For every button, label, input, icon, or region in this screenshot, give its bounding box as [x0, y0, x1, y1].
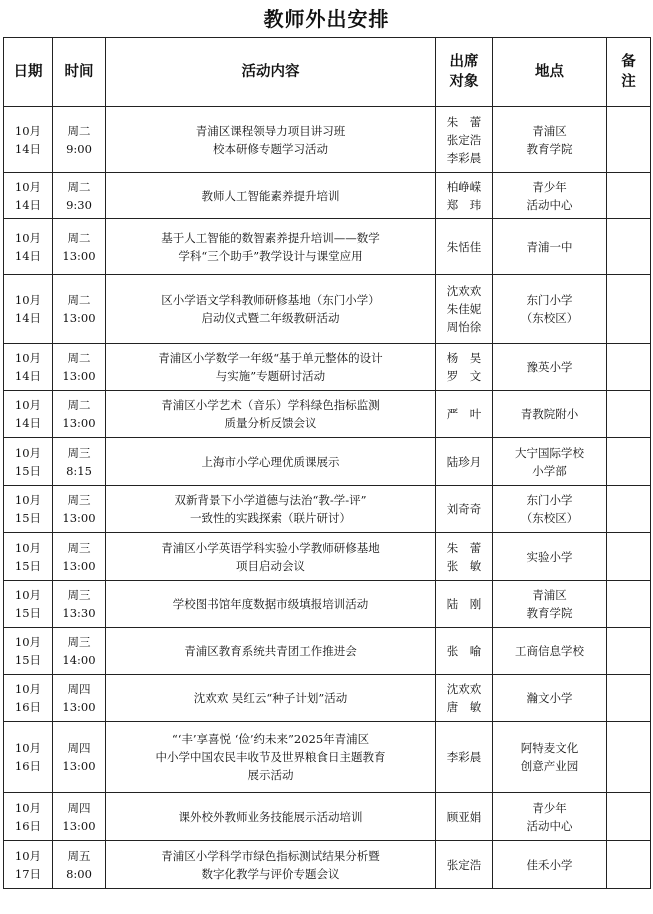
date-cell: [4, 438, 53, 486]
activity-cell-line: 基于人工智能的数智素养提升培训——数学: [161, 230, 380, 245]
header-attendees: [436, 38, 493, 107]
time-cell: [53, 438, 106, 486]
date-cell: [4, 841, 53, 889]
time-cell-line: 8:15: [66, 463, 92, 478]
date-cell: [4, 533, 53, 581]
table-row: [4, 438, 651, 486]
header-date: 日期: [4, 38, 53, 107]
date-cell-line: 16日: [14, 700, 42, 714]
time-cell-line: 周三: [67, 588, 91, 602]
location-cell-line: 佳禾小学: [526, 857, 573, 872]
remarks-cell: [607, 841, 651, 889]
location-cell-line: 瀚文小学: [526, 691, 573, 705]
activity-cell: [106, 722, 436, 793]
time-cell-line: 周二: [67, 230, 91, 245]
time-cell: [53, 486, 106, 533]
time-cell-line: 9:00: [66, 141, 92, 156]
time-cell-line: 13:00: [62, 700, 96, 714]
location-cell: [493, 391, 607, 438]
activity-cell: [106, 219, 436, 275]
time-cell-line: 周二: [67, 179, 91, 194]
activity-cell: [106, 486, 436, 533]
remarks-cell: [607, 675, 651, 722]
time-cell-line: 13:00: [62, 818, 96, 833]
time-cell-line: 周二: [67, 398, 91, 412]
header-remarks-line: 注: [621, 73, 636, 90]
attendees-cell: [436, 219, 493, 275]
date-cell-line: 14日: [14, 416, 42, 430]
date-cell-line: 14日: [14, 141, 42, 156]
activity-cell-line: “‘丰’享喜悦 ‘俭’约未来”2025年青浦区: [171, 732, 370, 746]
location-cell-line: 教育学院: [526, 606, 573, 620]
table-row: [4, 722, 651, 793]
time-cell-line: 13:00: [62, 759, 96, 773]
activity-cell-line: 青浦区教育系统共青团工作推进会: [184, 644, 357, 658]
time-cell-line: 周二: [67, 351, 91, 365]
header-remarks: [607, 38, 651, 107]
location-cell-line: 青浦区: [532, 123, 567, 138]
activity-cell: [106, 391, 436, 438]
location-cell: [493, 841, 607, 889]
date-cell-line: 16日: [14, 759, 42, 773]
time-cell-line: 13:00: [62, 416, 96, 430]
attendees-cell: [436, 533, 493, 581]
activity-cell-line: 与实施”专题研讨活动: [215, 369, 326, 383]
table-row: [4, 675, 651, 722]
attendees-cell-line: 朱 蕾: [446, 540, 482, 555]
date-cell-line: 15日: [14, 558, 42, 573]
date-cell: [4, 675, 53, 722]
date-cell-line: 10月: [14, 848, 42, 863]
date-cell-line: 10月: [14, 741, 42, 755]
time-cell-line: 13:00: [62, 558, 96, 573]
time-cell-line: 周四: [67, 682, 91, 696]
date-cell: [4, 793, 53, 841]
time-cell: [53, 533, 106, 581]
location-cell-line: 实验小学: [526, 549, 573, 564]
location-cell-line: 豫英小学: [526, 360, 573, 374]
date-cell: [4, 486, 53, 533]
activity-cell-line: 教师人工智能素养提升培训: [201, 188, 340, 203]
date-cell-line: 10月: [14, 398, 42, 412]
activity-cell-line: 展示活动: [247, 768, 294, 782]
date-cell-line: 10月: [14, 230, 42, 245]
attendees-cell-line: 朱佳妮: [446, 302, 482, 316]
attendees-cell: [436, 344, 493, 391]
activity-cell-line: 一致性的实践探索（联片研讨）: [190, 511, 351, 525]
date-cell: [4, 722, 53, 793]
location-cell-line: 教育学院: [526, 141, 573, 156]
table-row: [4, 391, 651, 438]
date-cell-line: 10月: [14, 179, 42, 194]
date-cell: [4, 581, 53, 628]
date-cell-line: 10月: [14, 123, 42, 138]
schedule-body: [4, 107, 651, 889]
attendees-cell-line: 张 喻: [446, 644, 482, 658]
attendees-cell: [436, 793, 493, 841]
attendees-cell-line: 张 敏: [446, 558, 482, 573]
attendees-cell-line: 刘奇奇: [446, 502, 482, 516]
attendees-cell: [436, 107, 493, 173]
remarks-cell: [607, 486, 651, 533]
location-cell-line: 活动中心: [526, 818, 573, 833]
time-cell-line: 13:30: [62, 606, 96, 620]
activity-cell: [106, 675, 436, 722]
date-cell: [4, 107, 53, 173]
attendees-cell: [436, 438, 493, 486]
location-cell-line: 大宁国际学校: [515, 445, 584, 460]
time-cell: [53, 275, 106, 344]
location-cell-line: 青少年: [532, 179, 567, 194]
location-cell-line: （东校区）: [520, 311, 579, 325]
attendees-cell: [436, 391, 493, 438]
date-cell-line: 15日: [14, 606, 42, 620]
date-cell-line: 15日: [14, 511, 42, 525]
location-cell: [493, 793, 607, 841]
attendees-cell-line: 严 叶: [446, 407, 482, 421]
remarks-cell: [607, 173, 651, 219]
attendees-cell-line: 柏峥嵘: [446, 179, 482, 194]
location-cell-line: 青少年: [532, 800, 567, 815]
activity-cell-line: 双新背景下小学道德与法治“教-学-评”: [174, 493, 367, 507]
header-attendees-line: 出席: [449, 53, 479, 70]
attendees-cell: [436, 486, 493, 533]
activity-cell: [106, 628, 436, 675]
attendees-cell: [436, 173, 493, 219]
location-cell-line: 青浦区: [532, 588, 567, 602]
remarks-cell: [607, 219, 651, 275]
location-cell: [493, 173, 607, 219]
table-row: [4, 628, 651, 675]
time-cell-line: 周二: [67, 293, 91, 307]
header-remarks-line: 备: [621, 53, 636, 70]
location-cell: [493, 486, 607, 533]
header-row: [4, 38, 651, 107]
attendees-cell: [436, 581, 493, 628]
remarks-cell: [607, 344, 651, 391]
location-cell-line: 阿特麦文化: [520, 741, 579, 755]
date-cell-line: 10月: [14, 293, 42, 307]
date-cell-line: 10月: [14, 540, 42, 555]
attendees-cell-line: 陆珍月: [446, 454, 482, 469]
time-cell-line: 周五: [67, 848, 91, 863]
time-cell: [53, 107, 106, 173]
remarks-cell: [607, 391, 651, 438]
location-cell: [493, 533, 607, 581]
location-cell: [493, 722, 607, 793]
date-cell-line: 10月: [14, 445, 42, 460]
date-cell: [4, 219, 53, 275]
remarks-cell: [607, 275, 651, 344]
attendees-cell-line: 沈欢欢: [446, 284, 482, 298]
activity-cell-line: 沈欢欢 吴红云“种子计划”活动: [193, 691, 348, 705]
activity-cell-line: 课外校外教师业务技能展示活动培训: [178, 809, 363, 824]
location-cell-line: 小学部: [532, 463, 567, 478]
activity-cell: [106, 107, 436, 173]
activity-cell-line: 青浦区小学英语学科实验小学教师研修基地: [161, 540, 380, 555]
remarks-cell: [607, 533, 651, 581]
time-cell-line: 13:00: [62, 511, 96, 525]
date-cell-line: 10月: [14, 493, 42, 507]
activity-cell-line: 项目启动会议: [236, 558, 305, 573]
time-cell-line: 13:00: [62, 248, 96, 263]
location-cell: [493, 275, 607, 344]
date-cell-line: 10月: [14, 682, 42, 696]
date-cell: [4, 344, 53, 391]
attendees-cell: [436, 675, 493, 722]
time-cell: [53, 793, 106, 841]
activity-cell: [106, 581, 436, 628]
time-cell-line: 周三: [67, 540, 91, 555]
time-cell-line: 13:00: [62, 369, 96, 383]
remarks-cell: [607, 722, 651, 793]
activity-cell-line: 校本研修专题学习活动: [213, 141, 328, 156]
table-row: [4, 107, 651, 173]
date-cell-line: 14日: [14, 311, 42, 325]
activity-cell: [106, 438, 436, 486]
location-cell: [493, 107, 607, 173]
header-attendees-line: 对象: [449, 73, 479, 90]
location-cell-line: 工商信息学校: [515, 644, 584, 658]
time-cell: [53, 219, 106, 275]
location-cell-line: （东校区）: [520, 511, 579, 525]
location-cell: [493, 438, 607, 486]
time-cell: [53, 581, 106, 628]
date-cell-line: 10月: [14, 635, 42, 649]
date-cell: [4, 391, 53, 438]
date-cell-line: 14日: [14, 248, 42, 263]
table-row: [4, 581, 651, 628]
location-cell-line: 东门小学: [526, 293, 573, 307]
table-row: [4, 275, 651, 344]
attendees-cell-line: 杨 昊: [446, 351, 482, 365]
time-cell-line: 8:00: [66, 866, 92, 881]
remarks-cell: [607, 581, 651, 628]
activity-cell: [106, 173, 436, 219]
activity-cell-line: 中小学中国农民丰收节及世界粮食日主题教育: [155, 750, 386, 764]
activity-cell-line: 青浦区小学科学市绿色指标测试结果分析暨: [161, 848, 380, 863]
location-cell-line: 青教院附小: [520, 407, 579, 421]
location-cell: [493, 344, 607, 391]
attendees-cell-line: 李彩晨: [446, 750, 482, 764]
date-cell-line: 16日: [14, 818, 42, 833]
date-cell-line: 10月: [14, 800, 42, 815]
time-cell: [53, 628, 106, 675]
activity-cell-line: 学校图书馆年度数据市级填报培训活动: [172, 597, 369, 611]
activity-cell-line: 青浦区小学艺术（音乐）学科绿色指标监测: [161, 398, 380, 412]
remarks-cell: [607, 793, 651, 841]
time-cell-line: 周三: [67, 493, 91, 507]
location-cell: [493, 581, 607, 628]
time-cell-line: 13:00: [62, 311, 96, 325]
activity-cell-line: 启动仪式暨二年级教研活动: [201, 311, 340, 325]
attendees-cell: [436, 722, 493, 793]
attendees-cell-line: 张定浩: [446, 857, 482, 872]
attendees-cell-line: 张定浩: [446, 132, 482, 147]
time-cell-line: 14:00: [62, 653, 96, 667]
activity-cell: [106, 275, 436, 344]
activity-cell-line: 上海市小学心理优质课展示: [201, 454, 340, 469]
location-cell-line: 东门小学: [526, 493, 573, 507]
attendees-cell-line: 唐 敏: [446, 700, 482, 714]
attendees-cell-line: 陆 刚: [446, 597, 482, 611]
attendees-cell-line: 朱 蕾: [446, 114, 482, 129]
time-cell-line: 周三: [67, 445, 91, 460]
time-cell: [53, 841, 106, 889]
location-cell-line: 活动中心: [526, 197, 573, 212]
location-cell: [493, 675, 607, 722]
remarks-cell: [607, 438, 651, 486]
attendees-cell-line: 罗 文: [446, 369, 482, 383]
header-time: 时间: [53, 38, 106, 107]
date-cell: [4, 173, 53, 219]
activity-cell: [106, 841, 436, 889]
activity-cell: [106, 344, 436, 391]
location-cell-line: 青浦一中: [526, 239, 573, 254]
date-cell-line: 17日: [14, 866, 42, 881]
table-row: [4, 173, 651, 219]
time-cell: [53, 344, 106, 391]
time-cell-line: 周二: [67, 123, 91, 138]
attendees-cell-line: 周怡徐: [446, 320, 482, 334]
attendees-cell-line: 朱恬佳: [446, 239, 482, 254]
schedule-table: [3, 37, 651, 889]
activity-cell-line: 数字化教学与评价专题会议: [201, 866, 340, 881]
date-cell: [4, 628, 53, 675]
date-cell-line: 15日: [14, 653, 42, 667]
attendees-cell-line: 李彩晨: [446, 150, 482, 165]
header-location: 地点: [493, 38, 607, 107]
location-cell: [493, 219, 607, 275]
attendees-cell: [436, 841, 493, 889]
date-cell-line: 14日: [14, 369, 42, 383]
header-activity: 活动内容: [106, 38, 436, 107]
date-cell-line: 10月: [14, 351, 42, 365]
date-cell: [4, 275, 53, 344]
time-cell-line: 周四: [67, 741, 91, 755]
table-row: [4, 344, 651, 391]
attendees-cell: [436, 275, 493, 344]
page-title: 教师外出安排: [263, 7, 390, 31]
time-cell-line: 周三: [67, 635, 91, 649]
time-cell-line: 周四: [67, 800, 91, 815]
activity-cell: [106, 793, 436, 841]
location-cell: [493, 628, 607, 675]
remarks-cell: [607, 628, 651, 675]
attendees-cell: [436, 628, 493, 675]
location-cell-line: 创意产业园: [520, 759, 579, 773]
date-cell-line: 10月: [14, 588, 42, 602]
table-row: [4, 486, 651, 533]
table-row: [4, 533, 651, 581]
date-cell-line: 15日: [14, 463, 42, 478]
activity-cell-line: 青浦区小学数学一年级“基于单元整体的设计: [158, 351, 383, 365]
attendees-cell-line: 顾亚娟: [446, 809, 482, 824]
time-cell: [53, 391, 106, 438]
attendees-cell-line: 沈欢欢: [446, 682, 482, 696]
time-cell-line: 9:30: [66, 197, 92, 212]
table-row: [4, 841, 651, 889]
remarks-cell: [607, 107, 651, 173]
activity-cell-line: 学科“三个助手”教学设计与课堂应用: [178, 248, 363, 263]
time-cell: [53, 675, 106, 722]
attendees-cell-line: 郑 玮: [446, 197, 482, 212]
table-row: [4, 219, 651, 275]
activity-cell: [106, 533, 436, 581]
time-cell: [53, 722, 106, 793]
activity-cell-line: 青浦区课程领导力项目讲习班: [195, 123, 346, 138]
table-row: [4, 793, 651, 841]
date-cell-line: 14日: [14, 197, 42, 212]
activity-cell-line: 质量分析反馈会议: [224, 416, 317, 430]
activity-cell-line: 区小学语文学科教师研修基地（东门小学）: [161, 293, 380, 307]
time-cell: [53, 173, 106, 219]
